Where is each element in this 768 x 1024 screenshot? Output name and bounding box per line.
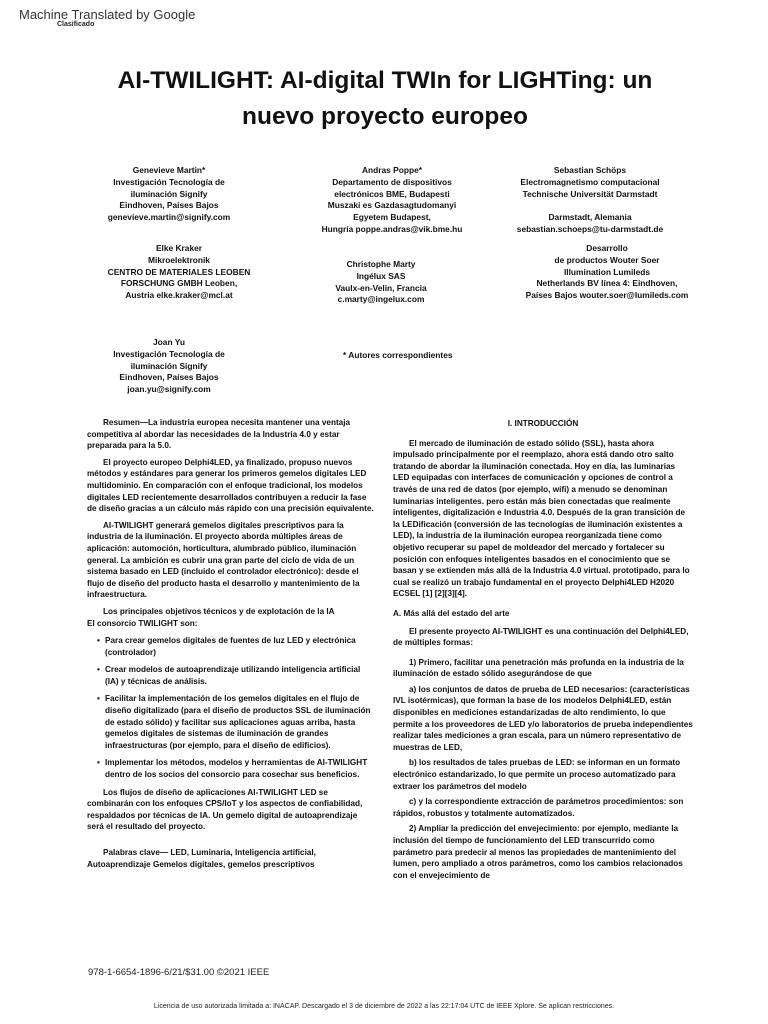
beyond-state-paragraph: El presente proyecto AI-TWILIGHT es una continuación del Delphi4LED, de múltiples formas: [393, 626, 689, 648]
author-affiliation: Ingélux SAS [356, 270, 406, 281]
bullet-text: Implementar los métodos, modelos y herramientas de AI-TWILIGHT dentro de los socios del consorcio para cosechar sus beneficios. [105, 758, 368, 780]
author-affiliation: Technische Universität Darmstadt [522, 188, 658, 199]
author-affiliation: electrónicos BME, Budapesti [334, 188, 450, 199]
title-line-1: AI-TWILIGHT: AI-digital TWIn for LIGHTing: un [117, 67, 653, 94]
author-email: Austria elke.kraker@mcl.at [125, 290, 233, 301]
item-1b: b) los resultados de tales pruebas de LED: se informan en un formato electrónico estandarizado, lo que permite un proceso automatizado para extraer los parámetros del modelo [393, 758, 681, 791]
isbn-copyright: 978-1-6654-1896-6/21/$31.00 ©2021 IEEE [88, 967, 270, 978]
item-1a: a) los conjuntos de datos de prueba de LED necesarios: (características IVL isotérmicas), que forman la base de los modelos Delphi4LED, están disponibles en mediciones estandarizadas de alto rendimiento, lo que permite a los proveedores de LED y/o laboratorios de prueba independientes realizar tales mediciones a gran escala, para un número representativo de muestras de LED, [393, 684, 693, 752]
title-line-2: nuevo proyecto europeo [242, 103, 528, 130]
author-affiliation: Investigación Tecnología de [113, 176, 225, 187]
bullet-text: Para crear gemelos digitales de fuentes de luz LED y electrónica (controlador) [105, 636, 356, 657]
author-location: Eindhoven, Países Bajos [119, 200, 219, 211]
bullet-text: Facilitar la implementación de los gemelos digitales en el flujo de diseño digitalizado (para el diseño de productos SSL de iluminación de estado sólido) y facilitar sus aplicaciones aguas arriba, hasta gemelos digitales de sistemas de iluminación de grandes infraestructuras (por ejemplo, para el diseño de edificios). [105, 694, 371, 750]
author-location: Netherlands BV línea 4: Eindhoven, [536, 278, 678, 289]
item-1: 1) Primero, facilitar una penetración más profunda en la industria de la iluminación de estado sólido asegurándose de que [393, 657, 684, 679]
author-location: FORSCHUNG GMBH Leoben, [120, 278, 238, 289]
author-email: joan.yu@signify.com [127, 384, 211, 395]
author-block-yu [104, 337, 234, 396]
author-name: Christophe Marty [346, 259, 416, 269]
author-name: Sebastian Schöps [553, 165, 627, 175]
author-email: Países Bajos wouter.soer@lumileds.com [525, 290, 689, 301]
bullet-text: Crear modelos de autoaprendizaje utilizando inteligencia artificial (IA) y técnicas de análisis. [105, 665, 361, 686]
author-block-poppe [312, 165, 472, 236]
item-1c: c) y la correspondiente extracción de parámetros procedimientos: son rápidos, robustos y totalmente automatizados. [393, 797, 684, 818]
abstract-paragraph-2: El proyecto europeo Delphi4LED, ya finalizado, propuso nuevos métodos y estándares para generar los primeros gemelos digitales LED multidominio. En comparación con el enfoque tradicional, los modelos digitales LED recientemente desarrollados contribuyen a reducir la fase de diseño gracias a un cálculo más rápido con una precisión equivalente. [87, 457, 374, 514]
bullet-item [87, 635, 374, 658]
abstract: Resumen—La industria europea necesita mantener una ventaja competitiva al abordar las necesidades de la Industria 4.0 y estar preparada para la 5.0. [87, 418, 351, 451]
author-affiliation: Departamento de dispositivos [332, 176, 452, 187]
author-block-soer [512, 243, 702, 302]
author-email: genevieve.martin@signify.com [107, 212, 231, 223]
bullet-item [87, 757, 374, 780]
abstract-paragraph-3: AI-TWILIGHT generará gemelos digitales prescriptivos para la industria de la iluminación. El proyecto aborda múltiples áreas de aplicación: automoción, horticultura, alumbrado público, iluminación general. La ambición es cubrir una gran parte del ciclo de vida de un sistema basado en LED (incluido el controlador electrónico): desde el flujo de diseño del producto hasta el desarrollo y mantenimiento de la infraestructura. [87, 520, 360, 600]
author-block-schoeps [510, 165, 670, 236]
author-name: de productos Wouter Soer [554, 254, 660, 265]
author-affiliation: CENTRO DE MATERIALES LEOBEN [107, 266, 251, 277]
right-column [393, 418, 693, 881]
author-block-kraker [104, 243, 254, 302]
classification-label: Clasificado [57, 21, 95, 28]
keywords: Palabras clave— LED, Luminaria, Inteligencia artificial, Autoaprendizaje Gemelos digitales, gemelos prescriptivos [87, 848, 316, 869]
bullet-icon: • [97, 758, 100, 768]
author-affiliation: Illumination Lumileds [563, 266, 651, 277]
paper-title [60, 63, 710, 135]
bullet-item [87, 693, 374, 751]
author-affiliation: iluminación Signify [130, 188, 208, 199]
author-block-martin [99, 165, 239, 224]
author-email: c.marty@ingelux.com [337, 294, 425, 305]
author-location: Eindhoven, Países Bajos [119, 372, 219, 383]
author-location: Darmstadt, Alemania [548, 212, 632, 223]
author-affiliation: Muszaki es Gazdasagtudomanyi [327, 200, 457, 211]
author-name: Genevieve Martin* [132, 165, 206, 175]
intro-paragraph: El mercado de iluminación de estado sólido (SSL), hasta ahora impulsado principalmente por el reemplazo, ahora está dando otro salto tratando de abordar la iluminación conectada. Hoy en día, las luminarias LED equipadas con interfaces de comunicación y opciones de control a través de una red de datos (por ejemplo, wifi) a menudo se denominan luminarias inteligentes. pero están más bien conectadas que realmente inteligentes, digitalización e Industria 4.0. Después de la gran transición de la LEDificación (conversión de las tecnologías de iluminación existentes a LED), la industria de la iluminación europea reorganizada tiene como objetivo recuperar su papel de moldeador del mercado y fortalecer su posición con enfoques inteligentes basados en el conocimiento que se basan y se extienden más allá de la Industria 4.0 virtual. prototipado, para lo cual se realizó un trabajo fundamental en el proyecto Delphi4LED H2020 ECSEL [1] [2][3][4]. [393, 438, 690, 599]
objectives-intro: Los principales objetivos técnicos y de explotación de la IA [103, 606, 335, 616]
author-name: Joan Yu [153, 337, 185, 347]
section-heading-introduction: I. INTRODUCCIÓN [507, 419, 579, 428]
corresponding-authors-note: * Autores correspondientes [343, 350, 453, 360]
bullet-icon: • [97, 694, 100, 704]
objectives-intro-2: El consorcio TWILIGHT son: [87, 618, 198, 628]
left-column [87, 417, 374, 870]
item-2: 2) Ampliar la predicción del envejecimiento: por ejemplo, mediante la inclusión del tiempo de funcionamiento del LED transcurrido como parámetro para predecir al menos las propiedades de mantenimiento del lumen, pero ampliado a otros parámetros, como los cambios relacionados con el envejecimiento de [393, 824, 683, 880]
author-email: Hungría poppe.andras@vik.bme.hu [321, 223, 463, 234]
bullet-item [87, 664, 374, 687]
bullet-icon: • [97, 665, 100, 675]
author-affiliation: Electromagnetismo computacional [520, 176, 660, 187]
author-location: Egyetem Budapest, [353, 212, 431, 223]
bullet-icon: • [97, 636, 100, 646]
author-name: Andras Poppe* [361, 165, 423, 175]
spacer [510, 200, 670, 212]
abstract-conclusion: Los flujos de diseño de aplicaciones AI-TWILIGHT LED se combinarán con los enfoques CPS/IoT y los aspectos de confiabilidad, respaldados por técnicas de IA. Un gemelo digital de autoaprendizaje será el resultado del proyecto. [87, 787, 363, 832]
author-affiliation: Desarrollo [586, 243, 628, 253]
author-affiliation: Mikroelektronik [148, 254, 210, 265]
author-email: sebastian.schoeps@tu-darmstadt.de [516, 223, 664, 234]
author-affiliation: Investigación Tecnología de [113, 348, 225, 359]
license-notice: Licencia de uso autorizada limitada a: INACAP. Descargado el 3 de diciembre de 2022 a las 22:17:04 UTC de IEEE Xplore. Se aplican restricciones. [153, 1003, 615, 1010]
author-affiliation: iluminación Signify [130, 360, 208, 371]
author-location: Vaulx-en-Velin, Francia [335, 282, 427, 293]
author-block-marty [326, 259, 436, 306]
author-name: Elke Kraker [155, 243, 203, 253]
machine-translated-label: Machine Translated by Google [19, 7, 196, 22]
subsection-heading: A. Más allá del estado del arte [393, 608, 510, 618]
